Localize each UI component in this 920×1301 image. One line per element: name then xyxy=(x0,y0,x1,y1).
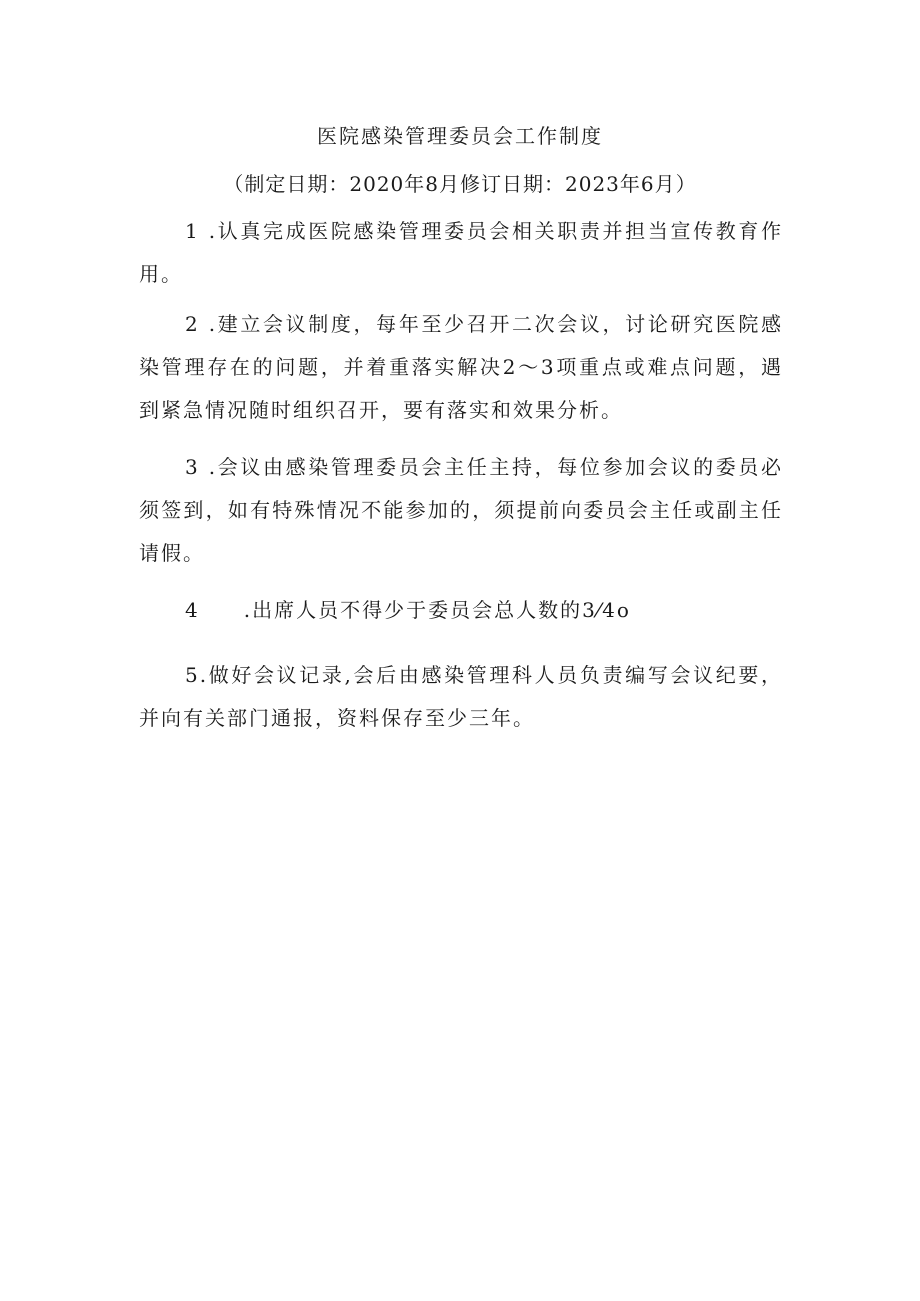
document-dates: （制定日期：2020年8月修订日期：2023年6月） xyxy=(223,172,697,196)
paragraph-3-text: .会议由感染管理委员会主任主持，每位参加会议的委员必须签到，如有特殊情况不能参加的，须提前向委员会主任或副主任请假。 xyxy=(139,455,783,565)
paragraph-1-number: 1 xyxy=(185,219,200,243)
paragraph-4-text: .出席人员不得少于委员会总人数的3⁄4o xyxy=(243,598,631,622)
paragraph-2 xyxy=(139,303,783,432)
paragraph-3 xyxy=(139,446,783,575)
paragraph-5-text: .做好会议记录,会后由感染管理科人员负责编写会议纪要，并向有关部门通报，资料保存至少三年。 xyxy=(139,663,783,730)
document-title: 医院感染管理委员会工作制度 xyxy=(317,124,603,148)
paragraph-1-text: .认真完成医院感染管理委员会相关职责并担当宣传教育作用。 xyxy=(139,219,783,286)
paragraph-5 xyxy=(139,654,783,740)
paragraph-5-number: 5 xyxy=(185,663,200,687)
paragraph-4-number: 4 xyxy=(185,598,200,622)
paragraph-3-number: 3 xyxy=(185,455,200,479)
paragraph-2-number: 2 xyxy=(185,312,200,336)
paragraph-4 xyxy=(139,589,783,632)
paragraph-2-text: .建立会议制度，每年至少召开二次会议，讨论研究医院感染管理存在的问题，并着重落实解决2～3项重点或难点问题，遇到紧急情况随时组织召开，要有落实和效果分析。 xyxy=(139,312,783,422)
paragraph-1 xyxy=(139,210,783,296)
